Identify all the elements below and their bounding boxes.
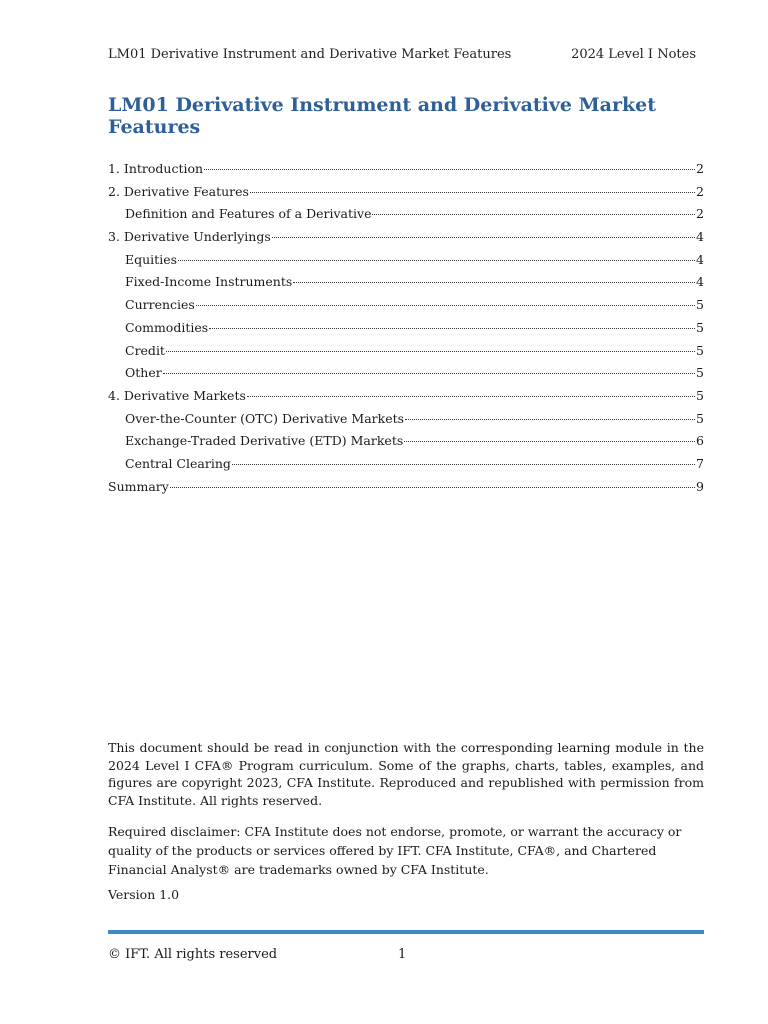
- toc-entry-page: 6: [696, 433, 704, 449]
- toc-entry[interactable]: [108, 317, 704, 340]
- toc-entry-label: Central Clearing: [125, 455, 231, 471]
- toc-entry-label: Currencies: [125, 297, 195, 313]
- toc-leader-dots: [209, 327, 695, 329]
- toc-entry-page: 5: [696, 342, 704, 358]
- toc-entry-page: 4: [696, 274, 704, 290]
- toc-leader-dots: [178, 259, 695, 261]
- toc-leader-dots: [404, 440, 695, 442]
- toc-entry[interactable]: [108, 362, 704, 385]
- toc-entry[interactable]: [108, 430, 704, 453]
- toc-entry-page: 7: [696, 455, 704, 471]
- toc-entry[interactable]: [108, 340, 704, 363]
- toc-leader-dots: [372, 213, 695, 215]
- toc-entry[interactable]: [108, 408, 704, 431]
- toc-entry-label: 3. Derivative Underlyings: [108, 229, 271, 245]
- toc-entry[interactable]: [108, 476, 704, 499]
- toc-entry-label: Equities: [125, 251, 178, 267]
- toc-entry[interactable]: [108, 226, 704, 249]
- toc-leader-dots: [204, 168, 695, 170]
- header-notes-label: 2024 Level I Notes: [571, 47, 696, 62]
- toc-entry-label: 4. Derivative Markets: [108, 387, 246, 403]
- toc-entry-page: 9: [696, 478, 704, 494]
- toc-leader-dots: [196, 304, 695, 306]
- disclaimer-paragraph: Required disclaimer: CFA Institute does not endorse, promote, or warrant the accuracy or quality of the products or services offered by IFT. CFA Institute, CFA®, and Chartered Financial Analyst® are trademarks owned by CFA Institute.: [108, 824, 682, 877]
- toc-entry[interactable]: [108, 271, 704, 294]
- toc-entry-label: Other: [125, 365, 162, 381]
- toc-entry-label: 2. Derivative Features: [108, 183, 249, 199]
- toc-entry-page: 2: [696, 206, 704, 222]
- footer-page-number: 1: [398, 947, 407, 962]
- toc-leader-dots: [170, 486, 695, 488]
- toc-leader-dots: [293, 281, 695, 283]
- toc-entry[interactable]: [108, 294, 704, 317]
- toc-entry-label: Definition and Features of a Derivative: [125, 206, 372, 222]
- table-of-contents: [108, 158, 704, 498]
- toc-entry-label: Over-the-Counter (OTC) Derivative Markets: [125, 410, 405, 426]
- toc-entry-label: Commodities: [125, 319, 209, 335]
- toc-entry-page: 5: [696, 387, 704, 403]
- header-module-title: LM01 Derivative Instrument and Derivative Market Features: [108, 47, 512, 62]
- notice-paragraph: This document should be read in conjunction with the corresponding learning module in the 2024 Level I CFA® Program curriculum. Some of the graphs, charts, tables, examples, and figures are copyright 2023, CFA Institute. Reproduced and republished with permission from CFA Institute. All rights reserved.: [108, 740, 704, 808]
- toc-entry-page: 4: [696, 251, 704, 267]
- toc-leader-dots: [232, 463, 695, 465]
- toc-entry-label: Fixed-Income Instruments: [125, 274, 293, 290]
- toc-entry[interactable]: [108, 249, 704, 272]
- toc-entry-page: 4: [696, 229, 704, 245]
- toc-leader-dots: [166, 350, 695, 352]
- toc-entry-label: 1. Introduction: [108, 161, 204, 176]
- toc-entry[interactable]: [108, 181, 704, 204]
- toc-entry[interactable]: [108, 453, 704, 476]
- toc-entry-page: 5: [696, 297, 704, 313]
- toc-entry-page: 2: [696, 161, 704, 176]
- toc-entry-page: 5: [696, 319, 704, 335]
- version-label: Version 1.0: [108, 887, 180, 902]
- toc-entry-page: 5: [696, 365, 704, 381]
- page-title: LM01 Derivative Instrument and Derivative Market Features: [108, 94, 657, 138]
- toc-leader-dots: [163, 372, 695, 374]
- toc-entry-page: 5: [696, 410, 704, 426]
- toc-entry[interactable]: [108, 158, 704, 181]
- toc-leader-dots: [405, 418, 695, 420]
- toc-entry[interactable]: [108, 385, 704, 408]
- toc-entry-label: Credit: [125, 342, 165, 358]
- toc-entry-page: 2: [696, 183, 704, 199]
- toc-entry[interactable]: [108, 203, 704, 226]
- toc-entry-label: Exchange-Traded Derivative (ETD) Markets: [125, 433, 404, 449]
- toc-leader-dots: [272, 236, 695, 238]
- toc-leader-dots: [247, 395, 695, 397]
- toc-leader-dots: [250, 191, 695, 193]
- toc-entry-label: Summary: [108, 478, 169, 494]
- footer-rule: [108, 930, 704, 934]
- footer-copyright: © IFT. All rights reserved: [108, 947, 278, 962]
- page-header: [108, 47, 696, 62]
